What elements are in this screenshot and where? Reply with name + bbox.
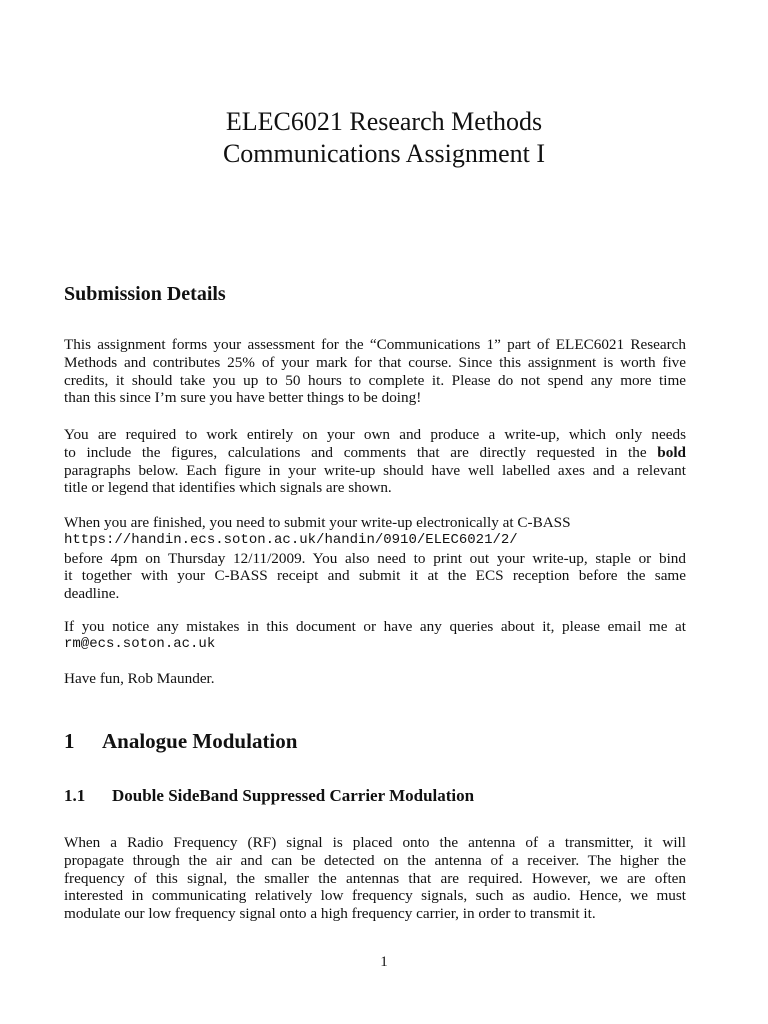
submission-paragraph-5 [64, 670, 686, 688]
section-1-1-heading [64, 786, 474, 806]
text-line: credits, it should take you up to 50 hours to complete it. Please do not spend any more time [64, 371, 686, 389]
text-line [64, 444, 686, 462]
subsection-number: 1.1 [64, 786, 86, 805]
text-line: frequency of this signal, the smaller the antennas that are required. However, we are often [64, 869, 686, 887]
text-line: This assignment forms your assessment for the “Communications 1” part of ELEC6021 Research [64, 336, 686, 353]
section-title: Analogue Modulation [102, 729, 298, 753]
page-number: 1 [380, 954, 388, 970]
text-line: deadline. [64, 585, 120, 603]
email-link[interactable]: rm@ecs.soton.ac.uk [64, 635, 216, 652]
text-line: than this since I’m sure you have better things to be doing! [64, 389, 422, 407]
text-line: it together with your C-BASS receipt and submit it at the ECS reception before the same [64, 567, 686, 585]
text-line: When you are finished, you need to submit your write-up electronically at C-BASS [64, 514, 571, 531]
text-line: propagate through the air and can be detected on the antenna of a receiver. The higher the [64, 851, 686, 869]
text-line: title or legend that identifies which signals are shown. [64, 479, 392, 497]
text-line: Have fun, Rob Maunder. [64, 670, 215, 687]
text-line: When a Radio Frequency (RF) signal is placed onto the antenna of a transmitter, it will [64, 834, 686, 851]
text-line: interested in communicating relatively low frequency signals, such as audio. Hence, we must [64, 887, 686, 905]
submission-paragraph-1 [64, 336, 686, 407]
title-line-1: ELEC6021 Research Methods [225, 107, 543, 136]
section-1-heading [64, 729, 297, 754]
submission-paragraph-2 [64, 426, 686, 497]
submission-paragraph-3 [64, 514, 686, 603]
document-title [0, 106, 768, 170]
text-segment: to include the figures, calculations and comments that are directly requested in the [64, 443, 647, 461]
section-1-1-paragraph [64, 834, 686, 923]
section-number: 1 [64, 729, 75, 753]
text-line: paragraphs below. Each figure in your write-up should have well labelled axes and a relevant [64, 461, 686, 479]
title-line-2: Communications Assignment I [222, 139, 546, 168]
text-line: modulate our low frequency signal onto a high frequency carrier, in order to transmit it. [64, 905, 596, 923]
submission-details-heading: Submission Details [64, 283, 226, 305]
handin-url-link[interactable]: https://handin.ecs.soton.ac.uk/handin/0910/ELEC6021/2/ [64, 531, 518, 548]
text-line: Methods and contributes 25% of your mark for that course. Since this assignment is worth five [64, 353, 686, 371]
bold-word: bold [657, 443, 687, 461]
text-line: You are required to work entirely on your own and produce a write-up, which only needs [64, 426, 686, 443]
text-line: before 4pm on Thursday 12/11/2009. You also need to print out your write-up, staple or bind [64, 549, 686, 567]
text-line: If you notice any mistakes in this document or have any queries about it, please email me at [64, 618, 686, 635]
submission-paragraph-4 [64, 618, 686, 654]
subsection-title: Double SideBand Suppressed Carrier Modulation [112, 786, 475, 805]
